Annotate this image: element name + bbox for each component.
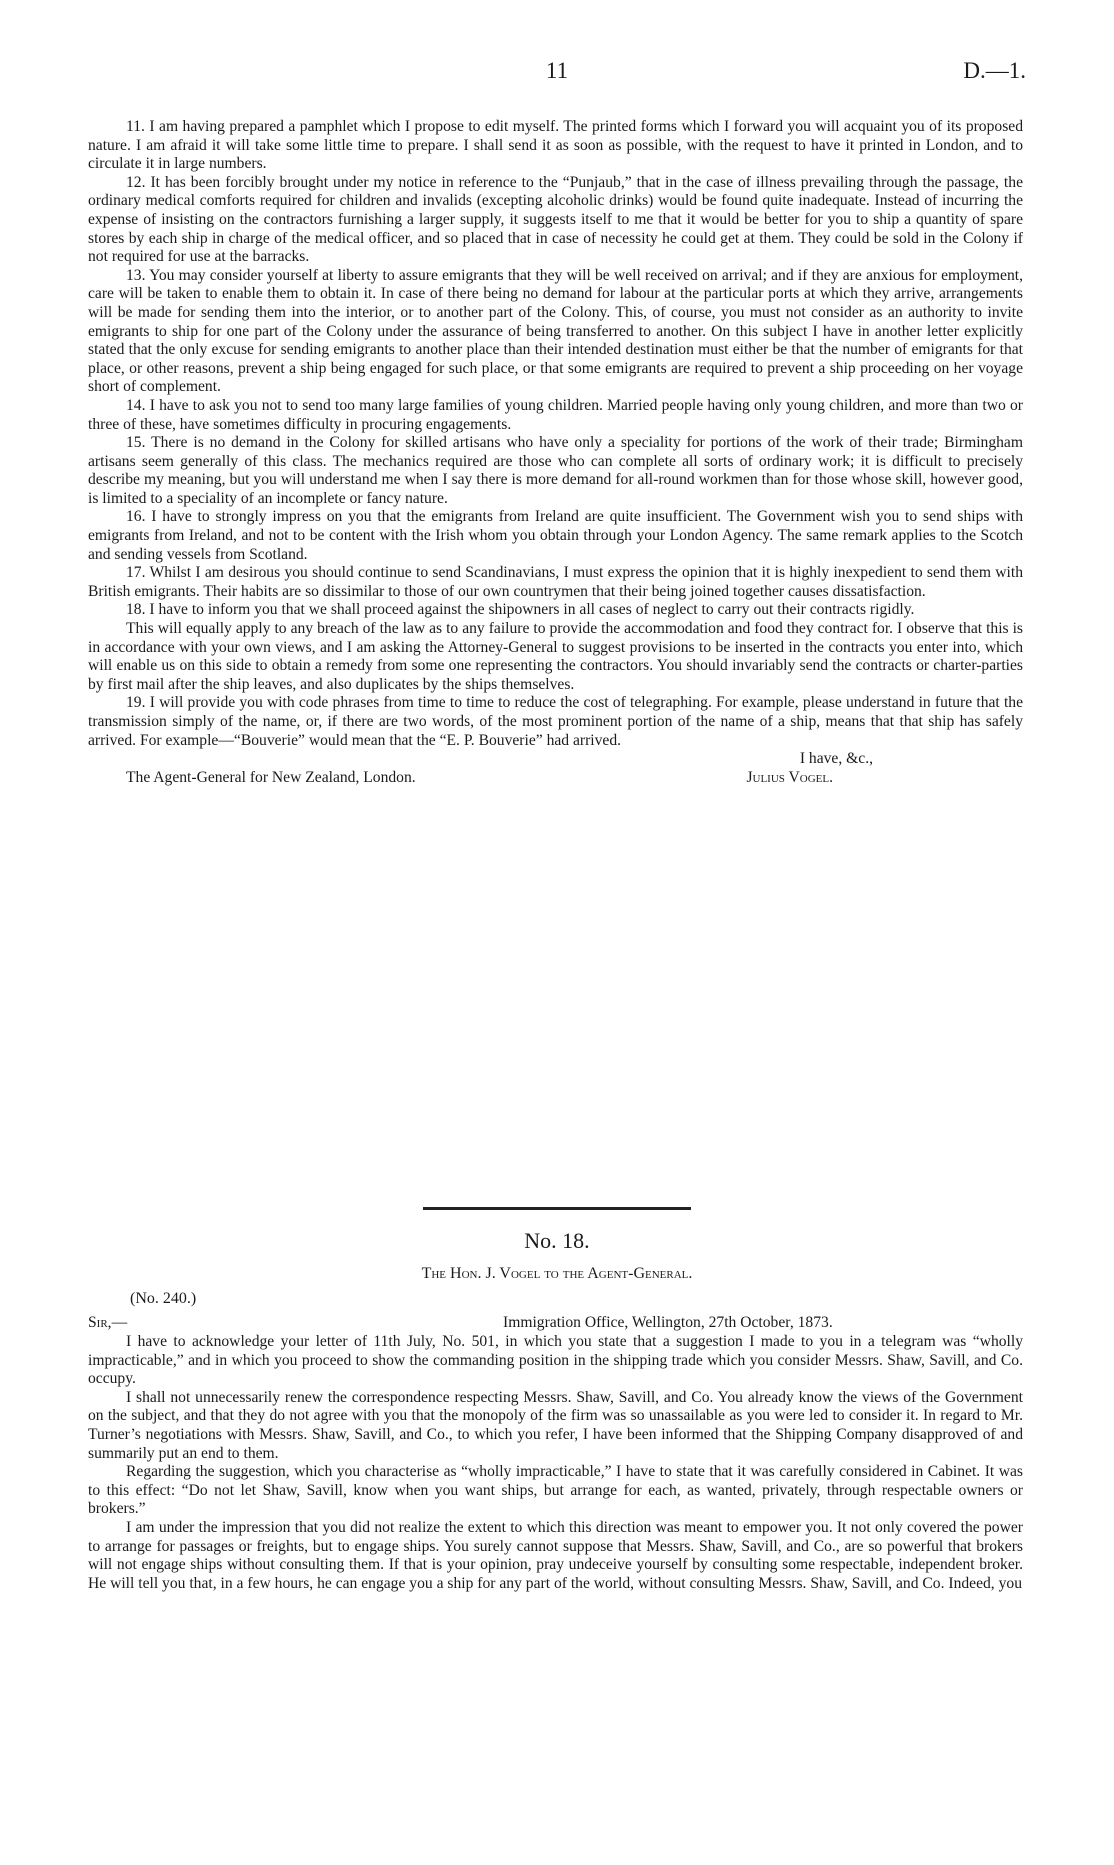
paragraph-13: 13. You may consider yourself at liberty to assure emigrants that they will be well received on arrival; and if they are anxious for employment, care will be taken to enable them to obtain it. In case of there being no demand for labour at the particular ports at which they arrive, arrangements will be made for sending them into the interior, or to another part of the Colony. This, of course, you must not consider as an authority to invite emigrants to ship for one part of the Colony under the assurance of being transferred to another. On this subject I have in another letter explicitly stated that the only excuse for sending emigrants to another place than their intended destination must either be that the number of emigrants for that place, or other reasons, prevent a ship being engaged for such place, or that some emigrants are required to prevent a ship proceeding on her voyage short of complement.	[88, 266, 1023, 396]
paragraph-11: 11. I am having prepared a pamphlet which I propose to edit myself. The printed forms which I forward you will acquaint you of its proposed nature. I am afraid it will take some little time to prepare. I shall send it as soon as possible, with the request to have it printed in London, and to circulate it in large numbers.	[88, 118, 1023, 173]
letter-subheading: The Hon. J. Vogel to the Agent-General.	[421, 1265, 693, 1282]
salutation-line	[88, 1314, 1023, 1333]
salutation: Sir,—	[88, 1314, 128, 1331]
closing-line	[88, 750, 1023, 769]
document-reference: D.—1.	[963, 58, 1026, 83]
letter-18-body	[88, 1333, 1023, 1593]
paragraph-15: 15. There is no demand in the Colony for skilled artisans who have only a speciality for portions of the work of their trade; Birmingham artisans seem generally of this class. The mechanics required are those who can complete all sorts of ordinary work; it is difficult to precisely describe my meaning, but you will understand me when I say there is more demand for all-round workmen than for those whose skill, however good, is limited to a speciality of an incomplete or fancy nature.	[88, 434, 1023, 507]
paragraph-18: 18. I have to inform you that we shall proceed against the shipowners in all cases of neglect to carry out their contracts rigidly.	[126, 601, 915, 619]
paragraph-17: 17. Whilst I am desirous you should continue to send Scandinavians, I must express the opinion that it is highly inexpedient to send them with British emigrants. Their habits are so dissimilar to those of our own countrymen that their being joined together causes dissatisfaction.	[88, 564, 1023, 600]
letter2-paragraph-2: I shall not unnecessarily renew the correspondence respecting Messrs. Shaw, Savill, and Co. You already know the views of the Government on the subject, and that they do not agree with you that the monopoly of the firm was so unassailable as you were led to consider it. In regard to Mr. Turner’s negotiations with Messrs. Shaw, Savill, and Co., to which you refer, I have been informed that the Shipping Company disapproved of and summarily put an end to them.	[88, 1388, 1023, 1462]
paragraph-18-continued: This will equally apply to any breach of the law as to any failure to provide the accommodation and food they contract for. I observe that this is in accordance with your own views, and I am asking the Attorney-General to suggest provisions to be inserted in the contracts you enter into, which will enable us on this side to obtain a remedy from some one representing the contractors. You should invariably send the contracts or charter-parties by first mail after the ship leaves, and also duplicates by the ships themselves.	[88, 620, 1023, 693]
letter-number-heading: No. 18.	[524, 1228, 590, 1253]
recipient: The Agent-General for New Zealand, London.	[126, 769, 416, 787]
paragraph-19: 19. I will provide you with code phrases from time to time to reduce the cost of telegraphing. For example, please understand in future that the transmission simply of the name, or, if there are two words, of the most prominent portion of the name of a ship, means that that ship has safely arrived. For example—“Bouverie” would mean that the “E. P. Bouverie” had arrived.	[88, 694, 1023, 749]
paragraph-12: 12. It has been forcibly brought under my notice in reference to the “Punjaub,” that in the case of illness prevailing through the passage, the ordinary medical comforts required for children and invalids (excepting alcoholic drinks) would be found quite inadequate. Instead of incurring the expense of insisting on the contractors furnishing a larger supply, it suggests itself to me that it would be better for you to ship a quantity of spare stores by each ship in charge of the medical officer, and so placed that in case of necessity he could get at them. They could be sold in the Colony if not required for use at the barracks.	[88, 173, 1023, 266]
paragraph-16: 16. I have to strongly impress on you that the emigrants from Ireland are quite insufficient. The Government wish you to send ships with emigrants from Ireland, and not to be content with the Irish whom you obtain through your London Agency. The same remark applies to the Scotch and sending vessels from Scotland.	[88, 508, 1023, 563]
closing: I have, &c.,	[799, 750, 873, 768]
signature: Julius Vogel.	[746, 769, 833, 787]
section-divider	[423, 1207, 691, 1210]
paragraph-14: 14. I have to ask you not to send too many large families of young children. Married people having only young children, and more than two or three of these, have sometimes difficulty in procuring engagements.	[88, 396, 1023, 433]
signature-line	[88, 769, 1023, 788]
letter-17-body	[88, 118, 1023, 788]
dateline: Immigration Office, Wellington, 27th October, 1873.	[503, 1314, 833, 1331]
letter2-paragraph-4: I am under the impression that you did not realize the extent to which this direction was meant to empower you. It not only covered the power to arrange for passages or freights, but to engage ships. You surely cannot suppose that Messrs. Shaw, Savill, and Co., are so powerful that brokers will not engage ships without consulting them. If that is your opinion, pray undeceive yourself by consulting some respectable, independent broker. He will tell you that, in a few hours, he can engage you a ship for any part of the world, without consulting Messrs. Shaw, Savill, and Co. Indeed, you	[88, 1518, 1023, 1592]
letter-reference: (No. 240.)	[130, 1290, 197, 1307]
letter2-paragraph-3: Regarding the suggestion, which you characterise as “wholly impracticable,” I have to state that it was carefully considered in Cabinet. It was to this effect: “Do not let Shaw, Savill, know when you want ships, but arrange for each, as wanted, privately, through respectable owners or brokers.”	[88, 1463, 1023, 1518]
letter2-paragraph-1: I have to acknowledge your letter of 11th July, No. 501, in which you state that a suggestion I made to you in a telegram was “wholly impracticable,” and in which you proceed to show the commanding position in the shipping trade which you consider Messrs. Shaw, Savill, and Co. occupy.	[88, 1333, 1023, 1388]
page-number: 11	[545, 58, 569, 83]
